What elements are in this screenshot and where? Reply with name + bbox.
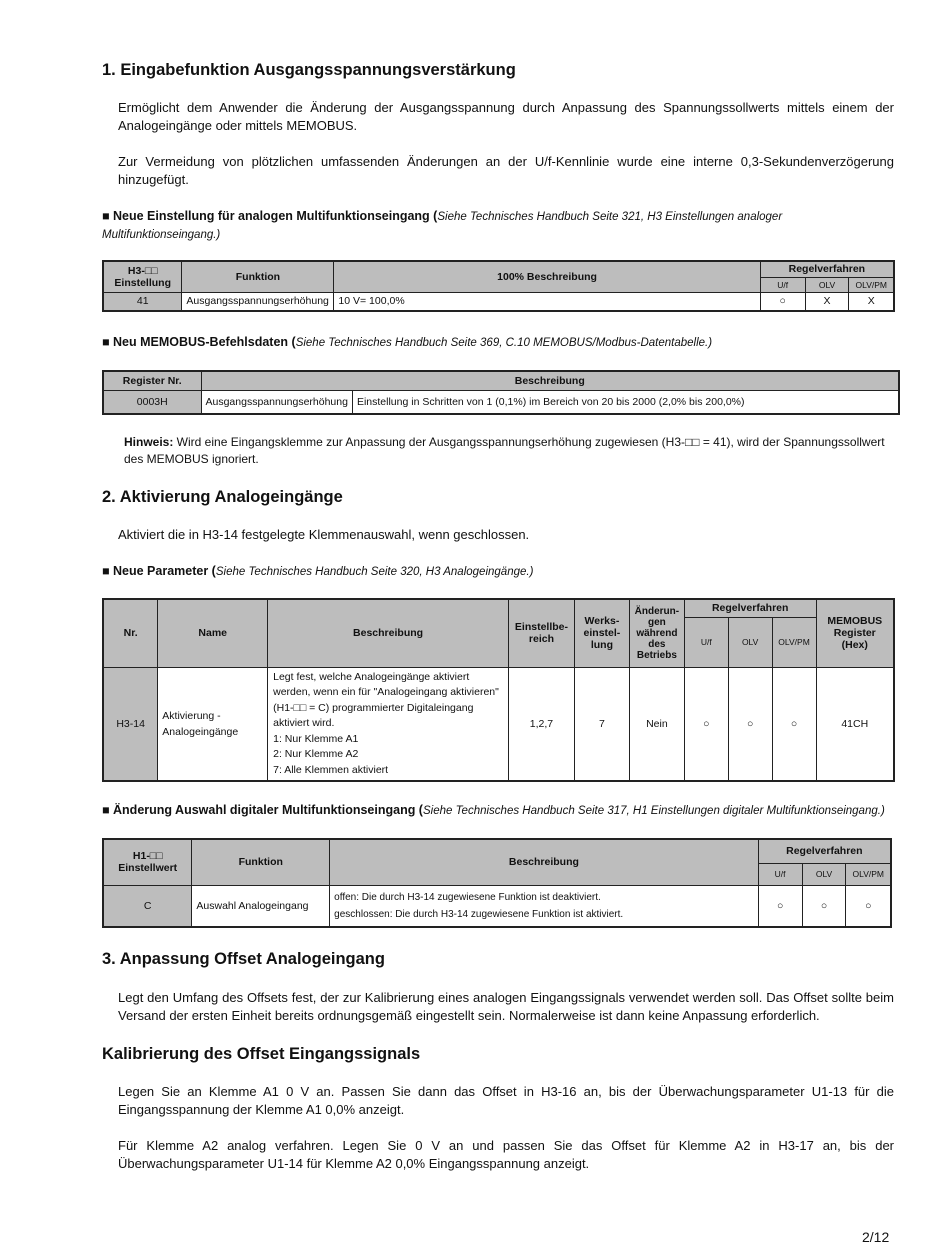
- subheading-digital-input-change: [102, 802, 902, 820]
- cell-olv: ○: [802, 885, 846, 927]
- header-memobus: MEMOBUS Register (Hex): [816, 599, 894, 667]
- section-3-paragraph: Legt den Umfang des Offsets fest, der zur Kalibrierung eines analogen Eingangssignals verwendet werden soll. Das Offset sollte beim Versand der ersten Einheit bereits ordnungsgemäß eingestellt sein. Normalerweise ist dann keine Anpassung erforderlich.: [118, 990, 894, 1023]
- subheading-reference: Siehe Technisches Handbuch Seite 317, H1 Einstellungen digitaler Multifunktionseingang.): [422, 805, 885, 817]
- header-description: Beschreibung: [268, 599, 509, 667]
- cell-uf: ○: [758, 885, 802, 927]
- note: [124, 434, 896, 468]
- header-change-during-run: Änderun-gen während des Betriebs: [629, 599, 684, 667]
- subheading-new-analog-setting: [102, 208, 822, 244]
- header-nr: Nr.: [103, 599, 158, 667]
- cell-description: [268, 667, 509, 781]
- subheading-memobus-data: [102, 334, 892, 352]
- cell-setting: C: [103, 885, 192, 927]
- header-setting: H3-□□ Einstellung: [103, 261, 182, 292]
- table-row: [103, 292, 894, 311]
- section-2-paragraph: Aktiviert die in H3-14 festgelegte Klemmenauswahl, wenn geschlossen.: [118, 527, 530, 542]
- section-1-paragraph-2: Zur Vermeidung von plötzlichen umfassenden Änderungen an der U/f-Kennlinie wurde eine interne 0,3-Sekundenverzögerung hinzugefügt.: [118, 154, 894, 187]
- header-olv: OLV: [728, 617, 772, 667]
- header-description: Beschreibung: [201, 371, 899, 390]
- header-setting: H1-□□ Einstellwert: [103, 839, 192, 885]
- cell-change: Nein: [629, 667, 684, 781]
- description-line: werden, wenn ein für "Analogeingang aktivieren": [273, 686, 499, 698]
- cell-uf: ○: [760, 292, 805, 311]
- description-line: offen: Die durch H3-14 zugewiesene Funktion ist deaktiviert.: [334, 891, 601, 903]
- description-line: aktiviert wird.: [273, 717, 335, 729]
- subheading-reference: Siehe Technisches Handbuch Seite 320, H3 Analogeingänge.): [215, 566, 534, 578]
- subheading-reference: Siehe Technisches Handbuch Seite 321, H3 Einstellungen analoger Multifunktionseingang.): [102, 211, 783, 241]
- table-new-parameters: [102, 598, 895, 782]
- cell-function: Auswahl Analogeingang: [192, 885, 330, 927]
- section-3-heading: 3. Anpassung Offset Analogeingang: [102, 950, 385, 968]
- cell-description: Einstellung in Schritten von 1 (0,1%) im Bereich von 20 bis 2000 (2,0% bis 200,0%): [352, 390, 899, 414]
- cell-memobus: 41CH: [816, 667, 894, 781]
- header-description: Beschreibung: [330, 839, 759, 885]
- cell-olvpm: X: [849, 292, 894, 311]
- cell-default: 7: [574, 667, 629, 781]
- cell-name: Aktivierung - Analogeingänge: [158, 667, 268, 781]
- header-uf: U/f: [684, 617, 728, 667]
- header-control-method: Regelverfahren: [760, 261, 894, 277]
- cell-olvpm: ○: [846, 885, 891, 927]
- header-control-method: Regelverfahren: [684, 599, 816, 617]
- section-4-heading: Kalibrierung des Offset Eingangssignals: [102, 1045, 421, 1063]
- header-olv: OLV: [805, 277, 849, 292]
- header-uf: U/f: [758, 863, 802, 885]
- header-olv: OLV: [802, 863, 846, 885]
- header-uf: U/f: [760, 277, 805, 292]
- cell-function: Ausgangsspannungserhöhung: [182, 292, 334, 311]
- description-line: 7: Alle Klemmen aktiviert: [273, 763, 389, 776]
- cell-uf: ○: [684, 667, 728, 781]
- subheading-bold: ■ Änderung Auswahl digitaler Multifunktionseingang (: [102, 803, 423, 817]
- cell-olvpm: ○: [772, 667, 816, 781]
- header-control-method: Regelverfahren: [758, 839, 891, 863]
- header-olvpm: OLV/PM: [846, 863, 891, 885]
- table-row: [103, 667, 894, 781]
- cell-description: [330, 885, 759, 927]
- header-function: Funktion: [182, 261, 334, 292]
- header-olvpm: OLV/PM: [772, 617, 816, 667]
- page-number: 2/12: [862, 1229, 890, 1245]
- table-row: [103, 390, 899, 414]
- header-register: Register Nr.: [103, 371, 201, 390]
- section-4-paragraph-1: Legen Sie an Klemme A1 0 V an. Passen Sie dann das Offset in H3-16 an, bis der Überwachungsparameter U1-13 für die Eingangsspannung der Klemme A1 0,0% anzeigt.: [118, 1084, 894, 1117]
- note-text: Wird eine Eingangsklemme zur Anpassung der Ausgangsspannungserhöhung zugewiesen (H3-□□ = 41), wird der Spannungssollwert des MEMOBUS ignoriert.: [124, 435, 885, 466]
- cell-setting: 41: [103, 292, 182, 311]
- table-digital-input: [102, 838, 892, 928]
- section-4-paragraph-2: Für Klemme A2 analog verfahren. Legen Sie 0 V an und passen Sie das Offset für Klemme A2 in H3-17 an, bis der Überwachungsparameter U1-14 für Klemme A2 0,0% Eingangsspannung anzeigt.: [118, 1138, 894, 1171]
- table-analog-setting: [102, 260, 895, 312]
- header-olvpm: OLV/PM: [849, 277, 894, 292]
- description-line: 1: Nur Klemme A1: [273, 732, 359, 745]
- description-line: Legt fest, welche Analogeingänge aktiviert: [273, 670, 470, 683]
- header-description: 100% Beschreibung: [334, 261, 760, 292]
- cell-description: 10 V= 100,0%: [334, 292, 760, 311]
- subheading-new-parameters: [102, 563, 892, 581]
- header-name: Name: [158, 599, 268, 667]
- header-function: Funktion: [192, 839, 330, 885]
- description-line: 2: Nur Klemme A2: [273, 748, 359, 760]
- description-line: geschlossen: Die durch H3-14 zugewiesene Funktion ist aktiviert.: [334, 908, 624, 920]
- table-row: [103, 885, 891, 927]
- subheading-bold: ■ Neu MEMOBUS-Befehlsdaten (: [102, 335, 296, 349]
- subheading-bold: ■ Neue Einstellung für analogen Multifunktionseingang (: [102, 209, 438, 223]
- subheading-bold: ■ Neue Parameter (: [102, 564, 216, 578]
- cell-nr: H3-14: [103, 667, 158, 781]
- header-default: Werks-einstel-lung: [574, 599, 629, 667]
- cell-olv: ○: [728, 667, 772, 781]
- cell-register: 0003H: [103, 390, 201, 414]
- section-1-paragraph-1: Ermöglicht dem Anwender die Änderung der Ausgangsspannung durch Anpassung des Spannungssollwerts mittels einem der Analogeingänge oder mittels MEMOBUS.: [118, 100, 894, 133]
- header-range: Einstellbe-reich: [509, 599, 575, 667]
- section-1-heading: 1. Eingabefunktion Ausgangsspannungsverstärkung: [102, 61, 516, 79]
- cell-olv: X: [805, 292, 849, 311]
- cell-name: Ausgangsspannungserhöhung: [201, 390, 352, 414]
- subheading-reference: Siehe Technisches Handbuch Seite 369, C.10 MEMOBUS/Modbus-Datentabelle.): [295, 337, 713, 349]
- table-memobus: [102, 370, 900, 415]
- cell-range: 1,2,7: [509, 667, 575, 781]
- description-line: (H1-□□ = C) programmierter Digitaleingang: [273, 701, 474, 714]
- note-label: Hinweis:: [124, 435, 174, 449]
- section-2-heading: 2. Aktivierung Analogeingänge: [102, 488, 343, 506]
